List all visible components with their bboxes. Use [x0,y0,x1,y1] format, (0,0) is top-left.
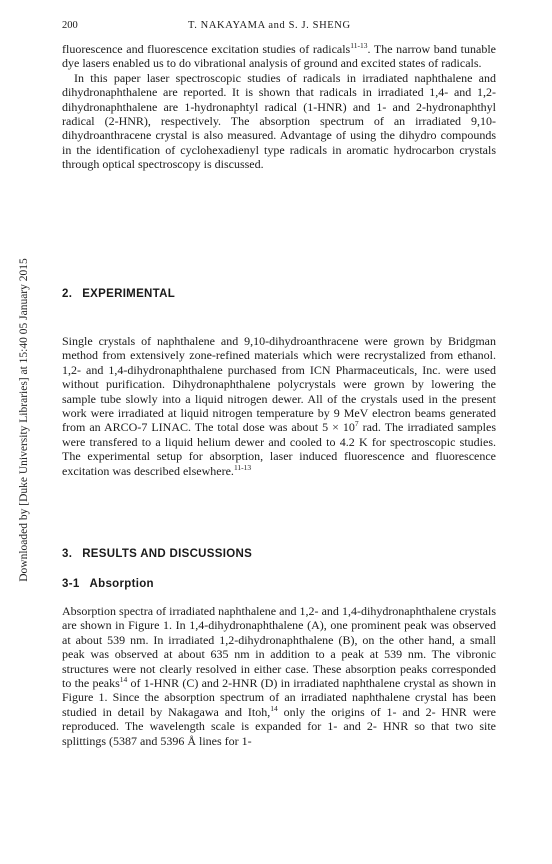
dose-value: $5 \times 10^7$ [322,419,359,435]
reference-marker: 11-13 [233,462,252,472]
section-3-heading [62,548,252,560]
intro-paragraph-1: fluorescence and fluorescence excitation studies of radicals$^{11-13}$. The narrow band tunable dye lasers enabled us to do vibrational analysis of ground and excited states of radicals. [62,41,496,71]
intro-paragraph-2: In this paper laser spectroscopic studies of radicals in irradiated naphthalene and dihydronaphthalene are reported. It is shown that radicals in irradiated 1,4- and 1,2-dihydronaphthalene are 1-hydronaphtyl radical (1-HNR) and 1- and 2-hydronaphthyl radical (2-HNR), respectively. The absorption spectrum of an irradiated 9,10-dihydroanthracene crystal is also measured. Advantage of using the dihydro compounds in the identification of cyclohexadienyl type radicals in aromatic hydrocarbon crystals through optical spectroscopy is discussed. [62,70,496,172]
intro-text [62,42,496,172]
running-header [62,20,496,34]
section-title: RESULTS AND DISCUSSIONS [82,548,253,560]
experimental-text [62,334,496,478]
page-number: 200 [62,20,78,31]
absorption-text [62,604,496,748]
section-2-heading [62,288,175,300]
reference-marker: 11-13 [350,41,368,50]
download-note: Downloaded by [Duke University Libraries] at 15:40 05 January 2015 [18,258,30,582]
reference-marker: 14 [119,675,128,685]
subsection-number: 3-1 [62,578,80,590]
running-title: T. NAKAYAMA and S. J. SHENG [188,20,351,31]
section-title: EXPERIMENTAL [82,288,176,300]
section-number: 3. [62,548,73,560]
reference-marker: 14 [270,703,278,713]
subsection-3-1-heading [62,578,154,590]
experimental-paragraph: Single crystals of naphthalene and 9,10-dihydroanthracene were grown by Bridgman method from extensively zone-refined materials which were recrystalized from ethanol. 1,2- and 1,4-dihydronaphthalene purchased from ICN Pharmaceuticals, Inc. were used without purification. Dihydronaphthalene polycrystals were grown by lowering the sample tube slowly into a liquid nitrogen dewer. All of the crystals used in the present work were irradiated at liquid nitrogen temperature by 9 MeV electron beams generated from an ARCO-7 LINAC. The total dose was about $5 \times 10^7$ rad. The irradiated samples were transfered to a liquid helium dewer and cooled to 4.2 K for spectroscopic studies. The experimental setup for absorption, laser induced fluorescence and fluorescence excitation was described elsewhere.$^{11-13}$ [62,334,496,478]
subsection-title: Absorption [89,578,154,590]
download-watermark [14,230,34,610]
section-number: 2. [62,288,73,300]
absorption-paragraph: Absorption spectra of irradiated naphthalene and 1,2- and 1,4-dihydronaphthalene crystals are shown in Figure 1. In 1,4-dihydronaphthalene (A), one prominent peak was observed at about 539 nm. In irradiated 1,2-dihydronaphthalene (B), on the other hand, a small peak was observed at about 635 nm in addition to a peak at 539 nm. The vibronic structures were not clearly resolved in either case. These absorption peaks corresponded to the peaks$^{14}$ of 1-HNR (C) and 2-HNR (D) in irradiated naphthalene crystal as shown in Figure 1. Since the absorption spectrum of an irradiated naphthalene crystal has been studied in detail by Nakagawa and Itoh,$^{14}$ only the origins of 1- and 2- HNR were reproduced. The wavelength scale is expanded for 1- and 2- HNR so that two site splittings (5387 and 5396 Å lines for 1- [62,604,496,748]
